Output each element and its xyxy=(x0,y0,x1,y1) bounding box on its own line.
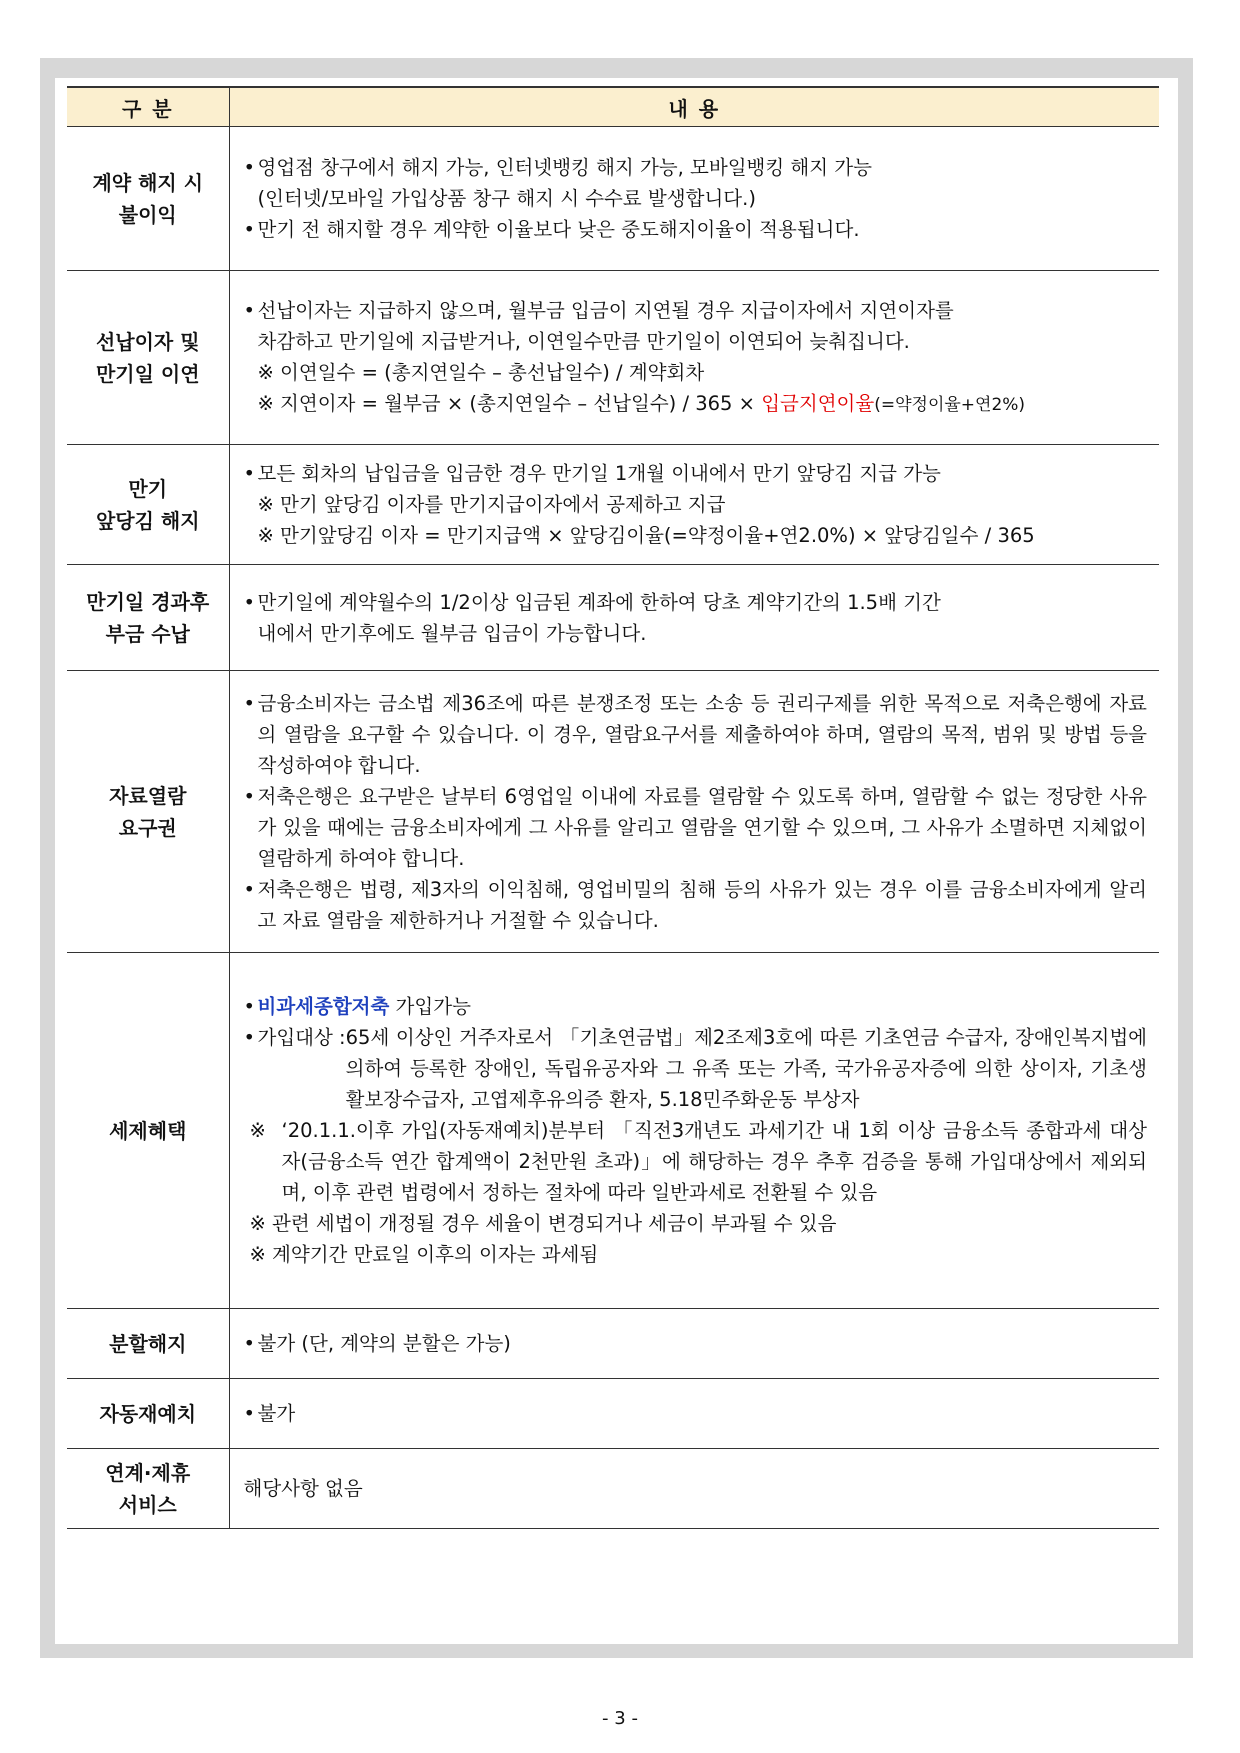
label-line: 분할해지 xyxy=(109,1331,187,1356)
paragraph-text: ‘20.1.1.이후 가입(자동재예치)분부터 「직전3개년도 과세기간 내 1회 이상 금융소득 종합과세 대상자(금융소득 연간 합계액이 2천만원 초과)」에 해당하는 경우 추후 검증을 통해 가입대상에서 제외되며, 이후 관련 법령에서 정하는 절차에 따라 일반과세로 전환될 수 있음 xyxy=(281,1119,1147,1204)
line-text: (인터넷/모바일 가입상품 창구 해지 시 수수료 발생합니다.) xyxy=(257,187,756,210)
content-line xyxy=(244,1208,1148,1239)
line-text: ※ 만기 앞당김 이자를 만기지급이자에서 공제하고 지급 xyxy=(257,493,726,516)
content-paragraph xyxy=(244,781,1148,874)
content-paragraph xyxy=(244,688,1148,781)
content-line xyxy=(244,1473,1148,1504)
row-content xyxy=(229,671,1159,953)
content-line xyxy=(244,183,1148,214)
row-content xyxy=(229,1309,1159,1379)
content-line xyxy=(244,326,1148,357)
line-text: 가입대상 : xyxy=(257,1026,346,1049)
bullet-icon: • xyxy=(243,298,256,322)
label-line: 앞당김 해지 xyxy=(95,508,200,533)
bullet-icon: • xyxy=(243,995,256,1018)
content-line xyxy=(244,1398,1148,1429)
line-text: ※ 이연일수 = (총지연일수 – 총선납일수) / 계약회차 xyxy=(257,360,705,384)
row-label xyxy=(67,1449,229,1529)
row-label xyxy=(67,127,229,271)
tax-free-savings-highlight: 비과세종합저축 xyxy=(257,995,390,1018)
header-content: 내 용 xyxy=(229,87,1159,127)
label-line: 자동재예치 xyxy=(99,1401,197,1426)
note-mark-icon: ※ xyxy=(249,1119,266,1142)
content-line xyxy=(244,214,1148,245)
row-content xyxy=(229,953,1159,1309)
row-label xyxy=(67,271,229,445)
row-content xyxy=(229,1379,1159,1449)
label-line: 요구권 xyxy=(118,815,177,840)
bullet-icon: • xyxy=(243,1332,256,1355)
bullet-icon: • xyxy=(243,1402,256,1425)
row-label xyxy=(67,1379,229,1449)
bullet-icon: • xyxy=(243,218,256,241)
paragraph-text: 저축은행은 요구받은 날부터 6영업일 이내에 자료를 열람할 수 있도록 하며, 열람할 수 없는 정당한 사유가 있을 때에는 금융소비자에게 그 사유를 알리고 열람을 연기할 수 있으며, 그 사유가 소멸하면 지체없이 열람하게 하여야 합니다. xyxy=(257,784,1147,870)
line-text: 영업점 창구에서 해지 가능, 인터넷뱅킹 해지 가능, 모바일뱅킹 해지 가능 xyxy=(257,156,872,179)
paragraph-text: 저축은행은 법령, 제3자의 이익침해, 영업비밀의 침해 등의 사유가 있는 경우 이를 금융소비자에게 알리고 자료 열람을 제한하거나 거절할 수 있습니다. xyxy=(257,877,1147,932)
row-label xyxy=(67,1309,229,1379)
table-row-prepaid xyxy=(67,271,1159,445)
content-line xyxy=(244,357,1148,388)
page-number: - 3 - xyxy=(602,1708,638,1729)
content-line xyxy=(244,1239,1148,1270)
content-paragraph xyxy=(244,874,1148,936)
table-row-linked-services xyxy=(67,1449,1159,1529)
line-text: 불가 (단, 계약의 분할은 가능) xyxy=(257,1332,511,1355)
label-line: 부금 수납 xyxy=(105,621,190,646)
line-text: 해당사항 없음 xyxy=(243,1477,363,1500)
bullet-icon: • xyxy=(243,462,256,485)
row-content xyxy=(229,127,1159,271)
line-text: 차감하고 만기일에 지급받거나, 이연일수만큼 만기일이 이연되어 늦춰집니다. xyxy=(257,329,910,353)
label-line: 선납이자 및 xyxy=(95,329,200,354)
content-line xyxy=(244,1328,1148,1359)
late-rate-highlight: 입금지연이율 xyxy=(761,391,875,415)
line-text: 내에서 만기후에도 월부금 입금이 가능합니다. xyxy=(257,621,647,645)
label-line: 연계·제휴 xyxy=(105,1460,191,1485)
row-label xyxy=(67,671,229,953)
bullet-icon: • xyxy=(243,590,256,614)
content-line xyxy=(244,388,1148,421)
line-text: ※ 지연이자 = 월부금 × (총지연일수 – 선납일수) / 365 × xyxy=(257,391,762,415)
line-text: 모든 회차의 납입금을 입금한 경우 만기일 1개월 이내에서 만기 앞당김 지급 가능 xyxy=(257,462,941,485)
row-content xyxy=(229,445,1159,565)
line-text: 불가 xyxy=(257,1402,296,1425)
row-content xyxy=(229,271,1159,445)
label-line: 계약 해지 시 xyxy=(92,170,204,195)
bullet-icon: • xyxy=(243,1026,256,1049)
line-text: 선납이자는 지급하지 않으며, 월부금 입금이 지연될 경우 지급이자에서 지연이자를 xyxy=(257,298,954,322)
content-line xyxy=(244,991,1148,1022)
line-text: ※ 계약기간 만료일 이후의 이자는 과세됨 xyxy=(249,1243,599,1266)
bullet-icon: • xyxy=(243,877,256,901)
row-label xyxy=(67,565,229,671)
content-paragraph xyxy=(244,1115,1148,1208)
content-line xyxy=(244,489,1148,520)
row-label xyxy=(67,445,229,565)
line-text: 만기 전 해지할 경우 계약한 이율보다 낮은 중도해지이율이 적용됩니다. xyxy=(257,218,860,241)
label-line: 세제혜택 xyxy=(109,1118,187,1143)
line-text: 가입가능 xyxy=(389,995,471,1018)
line-text: (=약정이율+연2%) xyxy=(874,394,1026,415)
table-row-after-maturity xyxy=(67,565,1159,671)
label-line: 만기일 경과후 xyxy=(86,589,210,614)
table-row-records xyxy=(67,671,1159,953)
label-line: 불이익 xyxy=(118,202,177,227)
content-line xyxy=(244,458,1148,489)
line-text: 만기일에 계약월수의 1/2이상 입금된 계좌에 한하여 당초 계약기간의 1.5배 기간 xyxy=(257,590,941,614)
row-content xyxy=(229,565,1159,671)
paragraph-text: 65세 이상인 거주자로서 「기초연금법」제2조제3호에 따른 기초연금 수급자, 장애인복지법에 의하여 등록한 장애인, 독립유공자와 그 유족 또는 가족, 국가유공자증에 의한 상이자, 기초생활보장수급자, 고엽제후유의증 환자, 5.18민주화운동 부상자 xyxy=(345,1026,1147,1111)
content-line xyxy=(244,152,1148,183)
table-header-row xyxy=(67,87,1159,127)
content-paragraph xyxy=(244,1022,1148,1115)
table-row-early xyxy=(67,445,1159,565)
content-line xyxy=(244,520,1148,551)
content-line xyxy=(244,618,1148,649)
label-line: 만기 xyxy=(128,476,168,501)
line-text: ※ 관련 세법이 개정될 경우 세율이 변경되거나 세금이 부과될 수 있음 xyxy=(249,1212,837,1235)
table-row-termination xyxy=(67,127,1159,271)
label-line: 서비스 xyxy=(118,1492,177,1517)
table-row-tax xyxy=(67,953,1159,1309)
content-line xyxy=(244,295,1148,326)
bullet-icon: • xyxy=(243,156,256,179)
bullet-icon: • xyxy=(243,691,256,715)
content-line xyxy=(244,587,1148,618)
label-line: 만기일 이연 xyxy=(95,361,200,386)
product-info-table xyxy=(67,86,1159,1529)
line-text: ※ 만기앞당김 이자 = 만기지급액 × 앞당김이율(=약정이율+연2.0%) × 앞당김일수 / 365 xyxy=(257,524,1035,547)
paragraph-text: 금융소비자는 금소법 제36조에 따른 분쟁조정 또는 소송 등 권리구제를 위한 목적으로 저축은행에 자료의 열람을 요구할 수 있습니다. 이 경우, 열람요구서를 제출하여야 하며, 열람의 목적, 범위 및 방법 등을 작성하여야 합니다. xyxy=(257,691,1147,777)
row-label xyxy=(67,953,229,1309)
label-line: 자료열람 xyxy=(109,783,187,808)
bullet-icon: • xyxy=(243,784,256,808)
table-row-auto-redeposit xyxy=(67,1379,1159,1449)
table-row-split xyxy=(67,1309,1159,1379)
row-content xyxy=(229,1449,1159,1529)
header-category: 구 분 xyxy=(67,87,229,127)
